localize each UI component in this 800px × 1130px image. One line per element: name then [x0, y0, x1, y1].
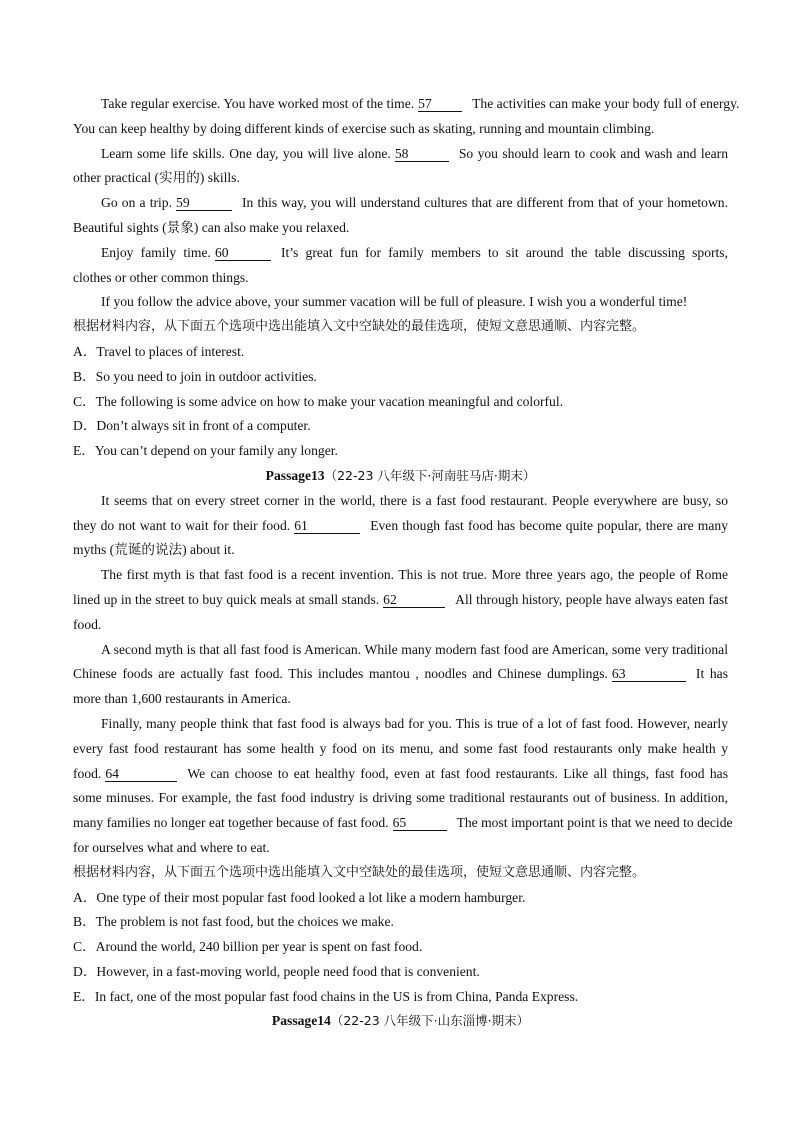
option-a: A．One type of their most popular fast food looked a lot like a modern hamburger. — [73, 889, 526, 905]
blank-63[interactable]: 63 — [612, 666, 686, 682]
paragraph-intro-end: myths (荒诞的说法) about it. — [73, 542, 235, 558]
option-a: A．Travel to places of interest. — [73, 343, 245, 359]
paragraph-second-myth-end: more than 1,600 restaurants in America. — [73, 691, 291, 707]
paragraph-family-time-cont: clothes or other common things. — [73, 269, 249, 285]
option-e: E．In fact, one of the most popular fast food chains in the US is from China, Panda Express. — [73, 988, 579, 1004]
blank-57[interactable]: 57 — [418, 96, 462, 112]
option-b: B．So you need to join in outdoor activities. — [73, 368, 317, 384]
blank-59[interactable]: 59 — [176, 195, 232, 211]
paragraph-family-time: Enjoy family time. 60 It’s great fun for family members to sit around the table discussing sports, — [101, 244, 728, 260]
blank-61[interactable]: 61 — [294, 518, 360, 534]
paragraph-final-myth: Finally, many people think that fast food is always bad for you. This is true of a lot of fast food. However, nearly — [101, 715, 728, 731]
paragraph-final-myth-cont-2: food. 64 We can choose to eat healthy food, even at fast food restaurants. Like all things, fast food has — [73, 765, 728, 781]
blank-65[interactable]: 65 — [393, 815, 447, 831]
document-page — [73, 92, 740, 1034]
blank-64[interactable]: 64 — [105, 766, 177, 782]
paragraph-final-myth-cont-4: many families no longer eat together because of fast food. 65 The most important point is that we need to decide — [73, 815, 733, 831]
paragraph-final-myth-end: for ourselves what and where to eat. — [73, 839, 270, 855]
passage-13-heading — [73, 464, 728, 489]
passage-14-heading — [73, 1009, 728, 1034]
option-c: C．The following is some advice on how to make your vacation meaningful and colorful. — [73, 393, 564, 409]
paragraph-trip-cont: Beautiful sights (景象) can also make you relaxed. — [73, 219, 350, 235]
paragraph-conclusion: If you follow the advice above, your summer vacation will be full of pleasure. I wish you a wonderful time! — [101, 294, 688, 310]
option-e: E．You can’t depend on your family any longer. — [73, 443, 338, 459]
option-c: C．Around the world, 240 billion per year is spent on fast food. — [73, 939, 423, 955]
paragraph-life-skills-cont: other practical (实用的) skills. — [73, 170, 240, 186]
instruction-text: 根据材料内容，从下面五个选项中选出能填入文中空缺处的最佳选项，使短文意思通顺、内容完整。 — [73, 319, 646, 335]
option-d: D．Don’t always sit in front of a computer. — [73, 418, 311, 434]
blank-60[interactable]: 60 — [215, 245, 271, 261]
option-b: B．The problem is not fast food, but the choices we make. — [73, 914, 394, 930]
paragraph-intro: It seems that on every street corner in the world, there is a fast food restaurant. People everywhere are busy, so — [101, 492, 728, 508]
paragraph-first-myth-cont: lined up in the street to buy quick meals at small stands. 62 All through history, people have always eaten fast — [73, 591, 729, 607]
passage-source: （22-23 八年级下·山东淄博·期末） — [330, 1013, 530, 1029]
paragraph-second-myth: A second myth is that all fast food is American. While many modern fast food are American, some very traditional — [101, 641, 728, 657]
paragraph-final-myth-cont: every fast food restaurant has some health y food on its menu, and some fast food restaurants only make health y — [73, 740, 728, 756]
paragraph-exercise: Take regular exercise. You have worked most of the time. 57 The activities can make your body full of energy. — [101, 96, 740, 111]
paragraph-trip: Go on a trip. 59 In this way, you will understand cultures that are different from that of your hometown. — [101, 195, 728, 211]
instruction-text: 根据材料内容，从下面五个选项中选出能填入文中空缺处的最佳选项，使短文意思通顺、内容完整。 — [73, 864, 646, 880]
paragraph-final-myth-cont-3: some minuses. For example, the fast food industry is driving some traditional restaurants out of business. In addition, — [73, 790, 728, 806]
option-d: D．However, in a fast-moving world, people need food that is convenient. — [73, 963, 480, 979]
paragraph-first-myth-end: food. — [73, 616, 102, 632]
blank-62[interactable]: 62 — [383, 592, 445, 608]
passage-source: （22-23 八年级下·河南驻马店·期末） — [324, 467, 536, 483]
paragraph-first-myth: The first myth is that fast food is a recent invention. This is not true. More three years ago, the people of Rome — [101, 567, 728, 583]
passage-title: Passage13 — [265, 467, 325, 483]
paragraph-life-skills: Learn some life skills. One day, you will live alone. 58 So you should learn to cook and wash and learn — [101, 145, 728, 161]
paragraph-second-myth-cont: Chinese foods are actually fast food. This includes mantou , noodles and Chinese dumplings. 63 It has — [73, 666, 728, 682]
paragraph-exercise-cont: You can keep healthy by doing different kinds of exercise such as skating, running and mountain climbing. — [73, 120, 655, 136]
passage-title: Passage14 — [271, 1013, 331, 1029]
blank-58[interactable]: 58 — [395, 146, 449, 162]
paragraph-intro-cont: they do not want to wait for their food. 61 Even though fast food has become quite popular, there are many — [73, 517, 728, 533]
